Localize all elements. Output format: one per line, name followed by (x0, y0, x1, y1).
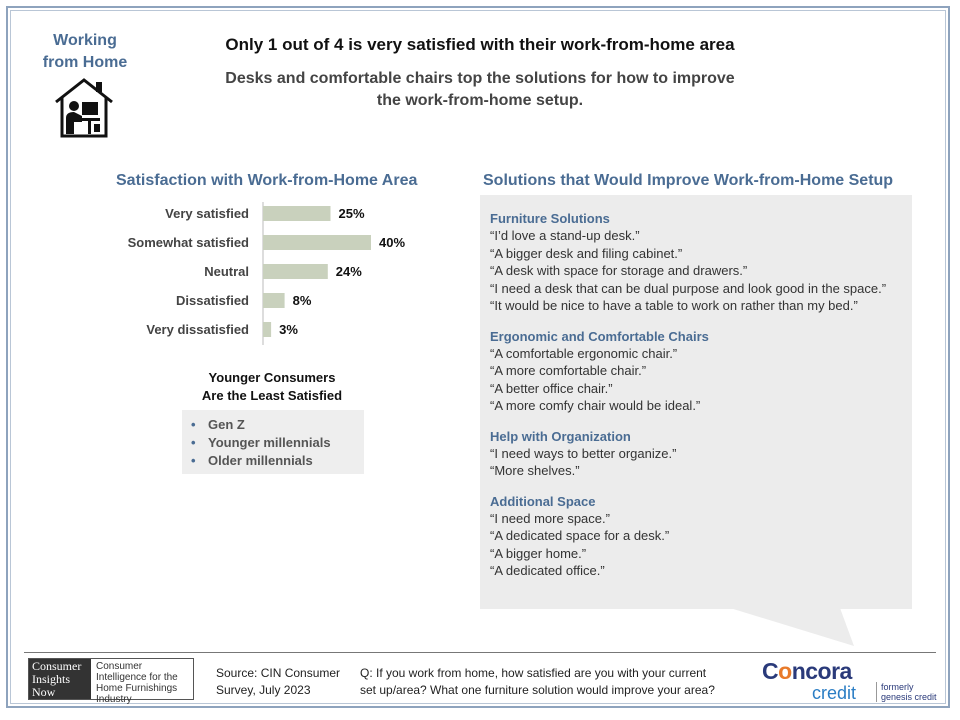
question-line-1: Q: If you work from home, how satisfied are you with your current (360, 666, 707, 680)
younger-consumers-title (180, 369, 364, 405)
concora-logo: Concora (762, 658, 852, 684)
bar (263, 235, 371, 250)
formerly-line-2: genesis credit (881, 692, 937, 702)
younger-consumers-list-box (182, 410, 364, 474)
solution-quote: “More shelves.” (490, 463, 580, 478)
formerly-genesis-note (876, 682, 937, 702)
cin-logo-mark (29, 659, 91, 699)
younger-title-line-1: Younger Consumers (208, 370, 336, 385)
solution-group-title: Additional Space (490, 493, 596, 509)
footer-divider (24, 652, 936, 653)
page-title: Only 1 out of 4 is very satisfied with their work-from-home area (225, 35, 735, 54)
category-label: Somewhat satisfied (127, 235, 249, 250)
formerly-line-1: formerly (881, 682, 914, 692)
solution-quote: “A bigger desk and filing cabinet.” (490, 245, 683, 261)
value-label: 25% (338, 206, 365, 221)
solution-quote: “It would be nice to have a table to work on rather than my bed.” (490, 298, 858, 313)
value-label: 3% (279, 322, 298, 337)
source-note (216, 665, 356, 699)
solution-group (490, 210, 910, 315)
bar (263, 264, 328, 279)
cin-logo-word-3: Now (32, 685, 56, 699)
value-label: 24% (335, 264, 362, 279)
solution-group (490, 493, 910, 580)
younger-title-line-2: Are the Least Satisfied (201, 388, 343, 403)
cin-logo-word-1: Consumer (32, 659, 82, 673)
survey-question (360, 665, 740, 699)
solution-quote: “I need a desk that can be dual purpose and look good in the space.” (490, 280, 887, 296)
brand-line-2: from Home (42, 54, 128, 71)
cin-logo (28, 658, 194, 705)
solution-quote: “A better office chair.” (490, 380, 613, 396)
list-item: • Younger millennials (208, 434, 364, 452)
source-line-1: Source: CIN Consumer (216, 666, 341, 680)
younger-consumers-list (182, 410, 364, 470)
satisfaction-bar-chart (100, 200, 440, 350)
bar (263, 206, 331, 221)
list-item: • Gen Z (208, 416, 364, 434)
solution-quote: “I’d love a stand-up desk.” (490, 228, 640, 243)
cin-logo-word-2: Insights (32, 672, 71, 686)
solution-quote: “A bigger home.” (490, 545, 587, 561)
speech-bubble-tail (730, 608, 856, 648)
solution-quote: “A comfortable ergonomic chair.” (490, 345, 678, 361)
satisfaction-chart-title: Satisfaction with Work-from-Home Area (116, 172, 418, 189)
category-label: Dissatisfied (176, 293, 249, 308)
solution-group (490, 328, 910, 415)
value-label: 8% (292, 293, 312, 308)
solution-quote: “A dedicated space for a desk.” (490, 528, 670, 543)
solution-quote: “I need more space.” (490, 510, 610, 526)
bar (263, 293, 285, 308)
solution-quote: “I need ways to better organize.” (490, 445, 677, 461)
solution-quote: “A dedicated office.” (490, 563, 605, 578)
concora-credit-word: credit (812, 683, 857, 703)
solutions-list (490, 210, 910, 593)
brand-line-1: Working (53, 32, 117, 49)
subtitle-line-2: the work-from-home setup. (376, 92, 584, 109)
category-label: Very satisfied (165, 206, 249, 221)
value-label: 40% (379, 235, 406, 250)
solution-quote: “A more comfy chair would be ideal.” (490, 398, 701, 413)
solution-group-title: Help with Organization (490, 428, 631, 444)
solutions-title: Solutions that Would Improve Work-from-Home Setup (483, 172, 894, 189)
category-label: Very dissatisfied (146, 322, 249, 337)
solution-group (490, 428, 910, 480)
brand-label (30, 30, 140, 74)
source-line-2: Survey, July 2023 (216, 683, 311, 697)
category-label: Neutral (204, 264, 249, 279)
question-line-2: set up/area? What one furniture solution would improve your area? (360, 683, 715, 697)
solution-quote: “A desk with space for storage and drawers.” (490, 263, 748, 278)
solution-group-title: Ergonomic and Comfortable Chairs (490, 328, 709, 344)
solution-group-title: Furniture Solutions (490, 211, 610, 226)
solution-quote: “A more comfortable chair.” (490, 363, 647, 378)
bar (263, 322, 271, 337)
subtitle-line-1: Desks and comfortable chairs top the solutions for how to improve (225, 70, 735, 87)
list-item: • Older millennials (208, 452, 364, 470)
concora-logo-accent: o (778, 658, 792, 684)
page-subtitle (200, 68, 760, 112)
cin-logo-description: Consumer Intelligence for the Home Furnishings Industry (96, 661, 178, 705)
home-office-icon (52, 76, 116, 138)
